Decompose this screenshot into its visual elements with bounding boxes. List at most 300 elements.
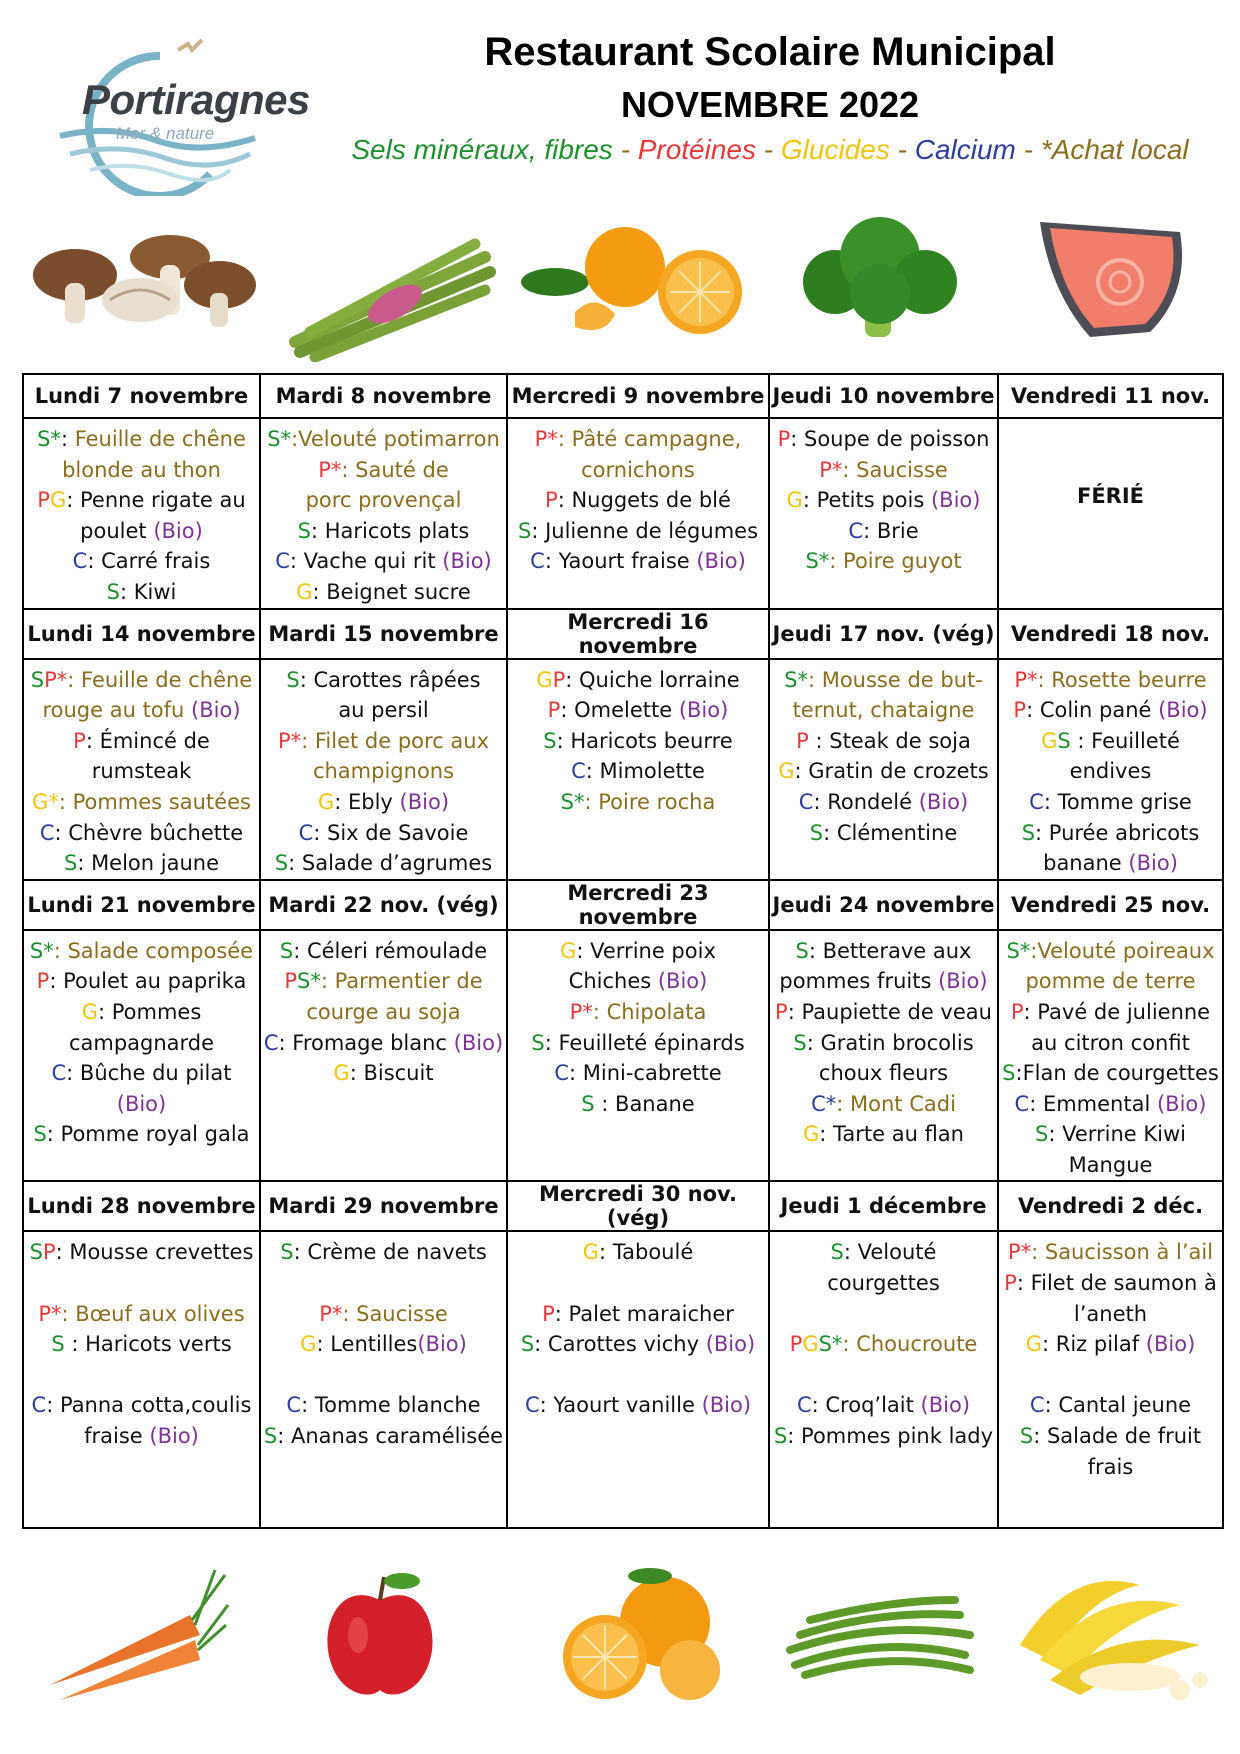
menu-text: : Parmentier de <box>320 969 483 994</box>
menu-text: P <box>37 488 50 513</box>
menu-text: (Bio) <box>116 1091 167 1116</box>
menu-text: P <box>775 999 788 1024</box>
menu-line <box>510 1299 766 1330</box>
menu-line <box>1001 936 1220 967</box>
menu-line <box>263 1299 504 1330</box>
menu-text: (Bio) <box>399 789 450 814</box>
menu-line <box>510 695 766 726</box>
menu-text: : Banane <box>594 1091 695 1116</box>
menu-text: G <box>778 759 795 784</box>
day-header: Mercredi 16 novembre <box>507 609 769 659</box>
menu-line <box>772 756 995 787</box>
menu-text: (Bio) <box>930 488 981 513</box>
day-menu-cell <box>507 418 769 609</box>
menu-text: C <box>72 549 88 574</box>
day-menu-cell <box>998 1231 1223 1528</box>
menu-text: champignons <box>312 759 455 784</box>
menu-line <box>1001 848 1220 879</box>
menu-text: (Bio) <box>918 789 969 814</box>
menu-text: : Bœuf aux olives <box>61 1301 245 1326</box>
menu-text: : Mini-cabrette <box>569 1061 722 1086</box>
menu-text: S <box>809 820 824 845</box>
menu-text: S* <box>267 427 292 451</box>
menu-text: cornichons <box>581 457 695 482</box>
day-menu-cell <box>998 930 1223 1182</box>
menu-line <box>263 546 504 577</box>
menu-line <box>26 665 257 696</box>
menu-line <box>263 516 504 547</box>
menu-text: : Yaourt vanille <box>539 1393 702 1418</box>
menu-text: C <box>530 549 545 574</box>
menu-text: S <box>795 938 809 963</box>
menu-text: : Mimolette <box>585 759 705 784</box>
menu-text: P* <box>44 667 68 692</box>
legend-item: - <box>1015 134 1041 165</box>
menu-text: P <box>42 1240 56 1265</box>
menu-text: : Rondelé <box>813 789 919 814</box>
menu-text: : Tomme grise <box>1043 789 1192 814</box>
menu-text: P <box>789 1332 803 1357</box>
menu-text: (Bio) <box>149 1424 199 1449</box>
menu-text: : Saucisson à l’ail <box>1031 1240 1214 1265</box>
day-menu-cell <box>260 659 507 880</box>
menu-text: C <box>798 789 814 814</box>
menu-text: S <box>520 1332 535 1357</box>
menu-line <box>263 1360 504 1391</box>
menu-line <box>1001 1452 1220 1483</box>
menu-line <box>263 665 504 696</box>
menu-text: : Kiwi <box>119 579 177 604</box>
menu-text: (Bio) <box>442 549 492 574</box>
menu-text: poulet <box>80 518 154 543</box>
menu-text: : Verrine poix <box>576 938 716 963</box>
day-header: Vendredi 2 déc. <box>998 1181 1223 1231</box>
day-header: Mercredi 23 novembre <box>507 880 769 930</box>
menu-line <box>26 1390 257 1421</box>
page-subtitle: NOVEMBRE 2022 <box>620 84 920 125</box>
menu-text: : Verrine Kiwi <box>1048 1122 1186 1147</box>
day-header: Lundi 28 novembre <box>23 1181 260 1231</box>
menu-text: P <box>1010 999 1024 1024</box>
menu-text: : Mousse crevettes <box>55 1240 254 1265</box>
menu-line <box>1001 1421 1220 1452</box>
menu-text: S* <box>29 938 54 963</box>
day-header: Lundi 21 novembre <box>23 880 260 930</box>
menu-line <box>510 665 766 696</box>
menu-text: : Pommes sautées <box>58 789 251 814</box>
menu-text: G <box>802 1332 819 1357</box>
menu-text: fraise <box>84 1424 150 1449</box>
menu-text: : Feuilleté épinards <box>544 1030 745 1055</box>
menu-line <box>772 966 995 997</box>
menu-line <box>26 966 257 997</box>
menu-line <box>510 726 766 757</box>
menu-line <box>1001 1237 1220 1268</box>
menu-line <box>26 455 257 486</box>
menu-text: G <box>49 488 67 513</box>
menu-text: : Quiche lorraine <box>565 667 740 692</box>
menu-line <box>26 1299 257 1330</box>
menu-line <box>510 1237 766 1268</box>
menu-text: S <box>793 1030 807 1055</box>
menu-line <box>26 424 257 455</box>
menu-line <box>1001 997 1220 1028</box>
menu-line <box>772 1360 995 1391</box>
menu-line <box>772 1329 995 1360</box>
apple-image <box>320 1565 440 1705</box>
day-menu-cell <box>260 1231 507 1528</box>
day-header: Mercredi 9 novembre <box>507 374 769 418</box>
menu-text: : Cantal jeune <box>1044 1393 1192 1418</box>
menu-text: Chiches <box>568 969 658 994</box>
menu-text: : Soupe de poisson <box>790 427 990 451</box>
menu-line <box>510 1390 766 1421</box>
menu-text: Mangue <box>1068 1152 1153 1177</box>
legend-item: *Achat local <box>1040 134 1189 165</box>
legend-item: Glucides <box>780 134 890 165</box>
menu-text: C <box>524 1393 540 1418</box>
menu-text: G <box>582 1240 600 1265</box>
menu-line <box>26 1237 257 1268</box>
menu-text: S <box>1019 1424 1034 1449</box>
menu-text: pommes fruits <box>779 969 939 994</box>
menu-text: : Velouté <box>843 1240 937 1265</box>
day-menu-cell <box>769 1231 998 1528</box>
menu-text: rouge au tofu <box>42 698 192 723</box>
menu-text: au persil <box>338 698 429 723</box>
menu-text: : Emmental <box>1029 1091 1157 1116</box>
day-header: Vendredi 11 nov. <box>998 374 1223 418</box>
menu-line <box>510 1028 766 1059</box>
menu-text: C <box>51 1061 67 1086</box>
menu-text: S <box>773 1424 788 1449</box>
menu-line <box>1001 695 1220 726</box>
menu-line <box>1001 1058 1220 1089</box>
menu-line <box>263 966 504 997</box>
menu-text: P <box>1013 698 1027 723</box>
day-menu-cell <box>260 930 507 1182</box>
menu-text: S <box>274 851 289 876</box>
day-menu-cell <box>769 659 998 880</box>
menu-text: C <box>796 1393 812 1418</box>
menu-line <box>510 936 766 967</box>
menu-text: P <box>542 1301 555 1326</box>
menu-text: : Steak de soja <box>808 728 971 753</box>
menu-text: S <box>1021 820 1036 845</box>
legend-item: Sels minéraux, fibres <box>351 134 613 165</box>
day-header: Mardi 29 novembre <box>260 1181 507 1231</box>
menu-line <box>772 546 995 577</box>
menu-text: S <box>286 667 300 692</box>
menu-text: G <box>333 1061 350 1086</box>
menu-line <box>772 455 995 486</box>
menu-text: C <box>1029 789 1044 814</box>
day-header: Jeudi 10 novembre <box>769 374 998 418</box>
menu-text: S <box>1002 1061 1016 1086</box>
menu-text: Feuille de chêne <box>74 427 246 451</box>
menu-text: frais <box>1087 1454 1134 1479</box>
menu-line <box>26 1329 257 1360</box>
menu-text: : Tomme blanche <box>301 1393 481 1418</box>
menu-text: S* <box>560 789 585 814</box>
menu-text: P <box>545 488 558 513</box>
menu-text: P <box>73 728 86 753</box>
menu-line <box>26 818 257 849</box>
menu-text: : Paupiette de veau <box>787 999 992 1024</box>
menu-text: (Bio) <box>696 549 746 574</box>
menu-line <box>510 787 766 818</box>
menu-text: G* <box>32 789 59 814</box>
menu-table <box>22 373 1224 1529</box>
menu-line <box>263 818 504 849</box>
menu-line <box>510 485 766 516</box>
menu-text: S <box>581 1091 595 1116</box>
menu-text: P* <box>569 999 593 1024</box>
menu-text: C <box>298 820 314 845</box>
day-menu-cell <box>507 930 769 1182</box>
menu-text: : Yaourt fraise <box>544 549 697 574</box>
menu-text: P <box>36 969 50 994</box>
menu-text: S* <box>818 1332 843 1357</box>
menu-line <box>263 997 504 1028</box>
menu-text: P <box>1004 1271 1017 1296</box>
week-menu-row <box>23 418 1223 609</box>
menu-line <box>26 936 257 967</box>
menu-text: C <box>571 759 586 784</box>
legend-item: - <box>612 134 638 165</box>
day-header: Vendredi 18 nov. <box>998 609 1223 659</box>
menu-text: : Ebly <box>334 789 400 814</box>
menu-text: : Clémentine <box>823 820 958 845</box>
menu-text: P <box>547 698 561 723</box>
menu-text: l’aneth <box>1073 1301 1148 1326</box>
menu-text: S <box>830 1240 844 1265</box>
menu-text: G <box>803 1122 820 1147</box>
menu-line <box>1001 665 1220 696</box>
menu-text: P <box>796 728 809 753</box>
menu-line <box>1001 1299 1220 1330</box>
menu-text: : Petits pois <box>802 488 931 513</box>
menu-text: : Bûche du pilat <box>66 1061 232 1086</box>
menu-text: S <box>1057 728 1071 753</box>
day-menu-cell <box>507 659 769 880</box>
menu-line <box>1001 1329 1220 1360</box>
menu-text: : Brie <box>863 518 919 543</box>
menu-text: : Haricots verts <box>64 1332 232 1357</box>
menu-text: (Bio) <box>701 1393 752 1418</box>
menu-line <box>1001 1028 1220 1059</box>
menu-text: : Émincé de <box>85 728 210 753</box>
week-header-row <box>23 1181 1223 1231</box>
menu-text: S <box>29 1240 43 1265</box>
menu-text: : Sauté de <box>341 457 449 482</box>
menu-line <box>772 997 995 1028</box>
menu-text: (Bio) <box>417 1332 467 1357</box>
menu-text: S <box>280 1240 294 1265</box>
menu-text: :Velouté poireaux <box>1030 938 1215 963</box>
menu-text: rumsteak <box>91 759 192 784</box>
menu-line <box>772 1028 995 1059</box>
menu-text: : Chipolata <box>592 999 707 1024</box>
menu-text: : Pommes <box>97 999 202 1024</box>
menu-text: P* <box>1014 667 1038 692</box>
menu-text: campagnarde <box>68 1030 215 1055</box>
menu-line <box>26 516 257 547</box>
menu-line <box>772 726 995 757</box>
menu-text: : Gratin brocolis <box>806 1030 974 1055</box>
menu-text: : Fromage blanc <box>278 1030 454 1055</box>
menu-text: : Panna cotta,coulis <box>46 1393 252 1418</box>
menu-line <box>263 577 504 608</box>
menu-line <box>1001 1089 1220 1120</box>
menu-text: : Céleri rémoulade <box>293 938 488 963</box>
menu-line <box>26 997 257 1028</box>
menu-text: : Haricots plats <box>311 518 470 543</box>
menu-text: C <box>263 1030 279 1055</box>
menu-line <box>263 1421 504 1452</box>
menu-line <box>510 1089 766 1120</box>
menu-line <box>510 966 766 997</box>
menu-text: : Filet de saumon à <box>1016 1271 1217 1296</box>
menu-line <box>26 1119 257 1150</box>
day-header: Jeudi 1 décembre <box>769 1181 998 1231</box>
menu-text: P* <box>277 728 302 753</box>
holiday-label: FÉRIÉ <box>1076 484 1145 508</box>
menu-line <box>26 848 257 879</box>
menu-text: : Julienne de légumes <box>531 518 759 543</box>
menu-text: S <box>263 1424 278 1449</box>
bananas-image <box>1010 1565 1210 1705</box>
menu-line <box>26 1058 257 1089</box>
menu-line <box>510 516 766 547</box>
menu-text: C* <box>811 1091 837 1116</box>
menu-line <box>1001 726 1220 757</box>
menu-text: P <box>284 969 297 994</box>
menu-text: G <box>81 999 98 1024</box>
menu-text: G <box>300 1332 317 1357</box>
day-menu-cell <box>260 418 507 609</box>
menu-line <box>772 516 995 547</box>
menu-line <box>1001 966 1220 997</box>
menu-line <box>772 695 995 726</box>
menu-text: :Velouté potimarron <box>291 427 500 451</box>
menu-text: porc provençal <box>305 488 462 513</box>
menu-text: : Omelette <box>560 698 679 723</box>
menu-text: S <box>33 1122 47 1147</box>
menu-line <box>263 1058 504 1089</box>
broccoli-image <box>785 212 975 347</box>
menu-line <box>26 1268 257 1299</box>
menu-line <box>26 1028 257 1059</box>
day-menu-cell <box>769 418 998 609</box>
menu-text: blonde au thon <box>62 457 221 482</box>
menu-text: P <box>552 667 566 692</box>
menu-line <box>510 1360 766 1391</box>
menu-line <box>263 1237 504 1268</box>
menu-line <box>263 1028 504 1059</box>
menu-line <box>263 1390 504 1421</box>
menu-text: : Feuille de chêne <box>67 667 253 692</box>
day-header: Mardi 8 novembre <box>260 374 507 418</box>
menu-text: S <box>30 667 45 692</box>
menu-line <box>1001 1268 1220 1299</box>
menu-text: S <box>51 1332 65 1357</box>
menu-text: : Haricots beurre <box>556 728 733 753</box>
menu-text: G <box>560 938 577 963</box>
menu-text: : Salade de fruit <box>1033 1424 1202 1449</box>
menu-text: P* <box>318 457 342 482</box>
menu-text: S* <box>1006 938 1031 963</box>
menu-text: : Vache qui rit <box>289 549 443 574</box>
menu-line <box>772 1421 995 1452</box>
menu-line <box>26 695 257 726</box>
green-beans-image <box>780 1580 980 1690</box>
menu-text: (Bio) <box>1128 851 1178 876</box>
menu-line <box>263 848 504 879</box>
menu-text: : Poulet au paprika <box>49 969 247 994</box>
menu-line <box>1001 818 1220 849</box>
day-header: Jeudi 24 novembre <box>769 880 998 930</box>
menu-text: : Penne rigate au <box>66 488 246 513</box>
menu-line <box>263 787 504 818</box>
day-header: Jeudi 17 nov. (vég) <box>769 609 998 659</box>
menu-text: : Filet de porc aux <box>301 728 490 753</box>
menu-line <box>263 726 504 757</box>
menu-line <box>772 665 995 696</box>
menu-text: (Bio) <box>678 698 729 723</box>
menu-line <box>772 787 995 818</box>
menu-line <box>772 936 995 967</box>
menu-text: (Bio) <box>453 1030 504 1055</box>
orange-image <box>550 1562 730 1702</box>
menu-text: : Gratin de crozets <box>794 759 989 784</box>
menu-text: : Palet maraicher <box>554 1301 734 1326</box>
day-header: Lundi 14 novembre <box>23 609 260 659</box>
menu-text: : Poire rocha <box>584 789 716 814</box>
menu-line <box>263 424 504 455</box>
menu-text: : Choucroute <box>842 1332 978 1357</box>
menu-line <box>263 455 504 486</box>
week-menu-row <box>23 659 1223 880</box>
menu-text: : Melon jaune <box>77 851 220 876</box>
menu-text: : Salade composée <box>53 938 254 963</box>
menu-text: S <box>517 518 532 543</box>
menu-line <box>26 1089 257 1120</box>
menu-text: C <box>39 820 55 845</box>
menu-line <box>510 1268 766 1299</box>
menu-line <box>26 756 257 787</box>
menu-text: : Saucisse <box>342 1301 448 1326</box>
menu-text: : Carottes vichy <box>534 1332 706 1357</box>
menu-line <box>772 818 995 849</box>
menu-text: C <box>554 1061 569 1086</box>
menu-text: C <box>1014 1091 1030 1116</box>
menu-text: S <box>106 579 120 604</box>
menu-line <box>26 1360 257 1391</box>
menu-text: : Crème de navets <box>293 1240 487 1265</box>
menu-text: S* <box>784 667 808 692</box>
menu-text: : Pavé de julienne <box>1023 999 1211 1024</box>
menu-text: (Bio) <box>1158 698 1208 723</box>
day-menu-cell <box>23 418 260 609</box>
menu-line <box>510 1329 766 1360</box>
page-title: Restaurant Scolaire Municipal <box>484 30 1056 74</box>
week-menu-row <box>23 1231 1223 1528</box>
legend-item: - <box>756 134 781 165</box>
menu-text: C <box>31 1393 47 1418</box>
menu-text: choux fleurs <box>818 1061 949 1086</box>
salmon-image <box>1030 212 1190 342</box>
